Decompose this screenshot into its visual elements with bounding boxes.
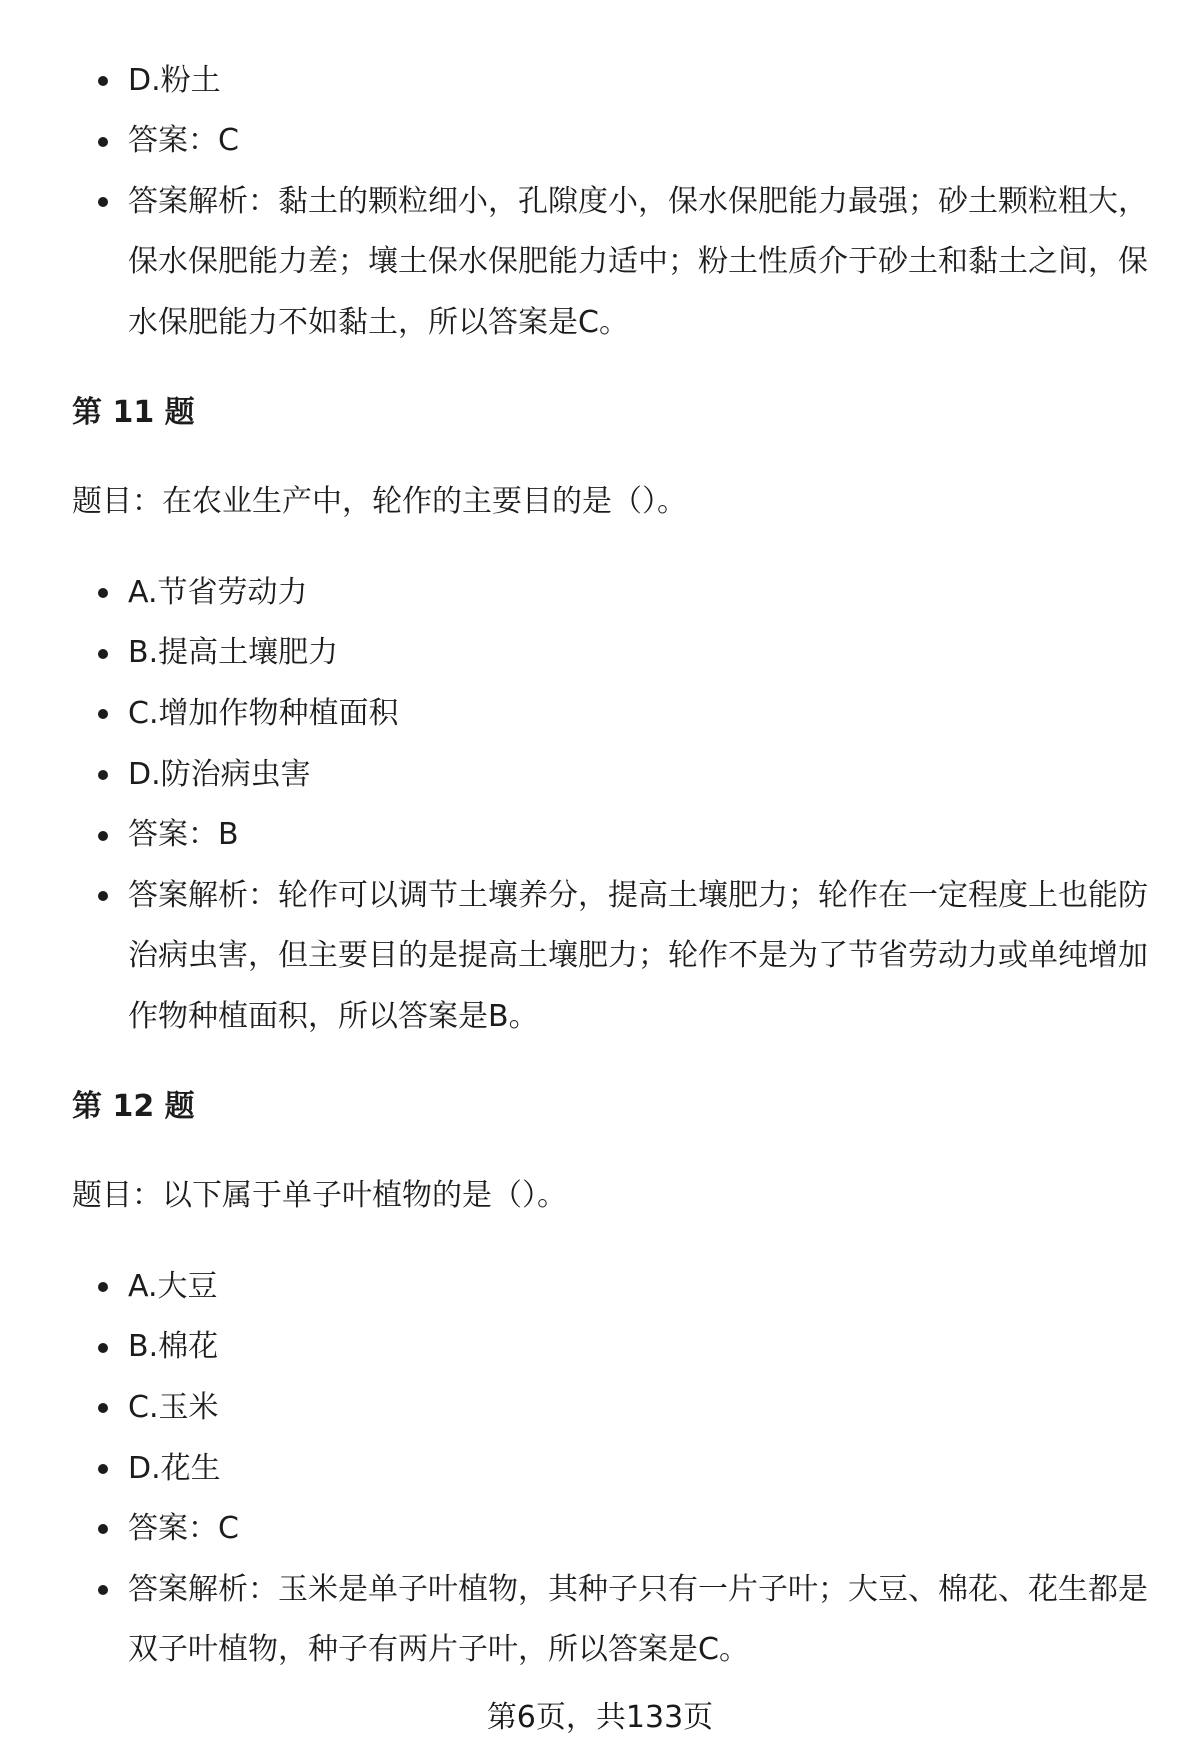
option-c bbox=[72, 684, 1160, 745]
option-text: A.大豆 bbox=[128, 1268, 218, 1304]
option-c bbox=[72, 1378, 1160, 1439]
analysis-line: 答案解析：黏土的颗粒细小，孔隙度小，保水保肥能力最强；砂土颗粒粗大， bbox=[128, 183, 1148, 219]
option-text: C.玉米 bbox=[128, 1389, 219, 1425]
option-b bbox=[72, 623, 1160, 684]
question-11 bbox=[72, 383, 1160, 1048]
bullet-icon bbox=[98, 891, 108, 901]
bullet-icon bbox=[98, 709, 108, 719]
bullet-icon bbox=[98, 1343, 108, 1353]
option-d bbox=[72, 1439, 1160, 1500]
bullet-icon bbox=[98, 1524, 108, 1534]
question-options-list bbox=[72, 563, 1160, 1048]
bullet-icon bbox=[98, 588, 108, 598]
option-a bbox=[72, 563, 1160, 624]
bullet-icon bbox=[98, 831, 108, 841]
analysis-line: 保水保肥能力差；壤土保水保肥能力适中；粉土性质介于砂土和黏土之间，保 bbox=[128, 244, 1148, 280]
answer-analysis bbox=[72, 866, 1160, 1048]
answer bbox=[72, 1499, 1160, 1560]
analysis-line: 双子叶植物，种子有两片子叶，所以答案是C。 bbox=[128, 1632, 749, 1668]
option-text: D.花生 bbox=[128, 1450, 221, 1486]
option-text: B.棉花 bbox=[128, 1329, 219, 1365]
option-b bbox=[72, 1317, 1160, 1378]
answer bbox=[72, 111, 1160, 172]
analysis-line: 作物种植面积，所以答案是B。 bbox=[128, 999, 539, 1034]
question-options-list bbox=[72, 1257, 1160, 1681]
bullet-icon bbox=[98, 770, 108, 780]
question-heading: 第 11 题 bbox=[72, 394, 195, 430]
bullet-icon bbox=[98, 649, 108, 659]
answer-text: 答案：B bbox=[128, 817, 239, 853]
option-d bbox=[72, 51, 1160, 112]
analysis-line: 答案解析：轮作可以调节土壤养分，提高土壤肥力；轮作在一定程度上也能防 bbox=[128, 877, 1148, 913]
bullet-icon bbox=[98, 137, 108, 147]
bullet-icon bbox=[98, 76, 108, 86]
analysis-line: 答案解析：玉米是单子叶植物，其种子只有一片子叶；大豆、棉花、花生都是 bbox=[128, 1571, 1148, 1607]
option-text: A.节省劳动力 bbox=[128, 574, 308, 610]
question-prompt: 题目：在农业生产中，轮作的主要目的是（）。 bbox=[72, 484, 687, 520]
option-text: C.增加作物种植面积 bbox=[128, 696, 399, 732]
bullet-icon bbox=[98, 1464, 108, 1474]
analysis-line: 水保肥能力不如黏土，所以答案是C。 bbox=[128, 305, 629, 341]
answer-text: 答案：C bbox=[128, 123, 239, 159]
option-text: B.提高土壤肥力 bbox=[128, 635, 339, 671]
previous-question-list bbox=[72, 51, 1160, 354]
bullet-icon bbox=[98, 1403, 108, 1413]
bullet-icon bbox=[98, 197, 108, 207]
question-prompt: 题目：以下属于单子叶植物的是（）。 bbox=[72, 1178, 567, 1214]
answer-analysis bbox=[72, 1560, 1160, 1681]
answer-text: 答案：C bbox=[128, 1511, 239, 1547]
option-text: D.粉土 bbox=[128, 62, 221, 98]
question-heading: 第 12 题 bbox=[72, 1088, 195, 1124]
answer bbox=[72, 805, 1160, 866]
page-footer: 第6页，共133页 bbox=[486, 1700, 714, 1735]
option-a bbox=[72, 1257, 1160, 1318]
analysis-line: 治病虫害，但主要目的是提高土壤肥力；轮作不是为了节省劳动力或单纯增加 bbox=[128, 938, 1148, 974]
bullet-icon bbox=[98, 1585, 108, 1595]
bullet-icon bbox=[98, 1282, 108, 1292]
answer-analysis bbox=[72, 172, 1160, 354]
option-d bbox=[72, 745, 1160, 806]
question-12 bbox=[72, 1077, 1160, 1681]
option-text: D.防治病虫害 bbox=[128, 756, 311, 792]
